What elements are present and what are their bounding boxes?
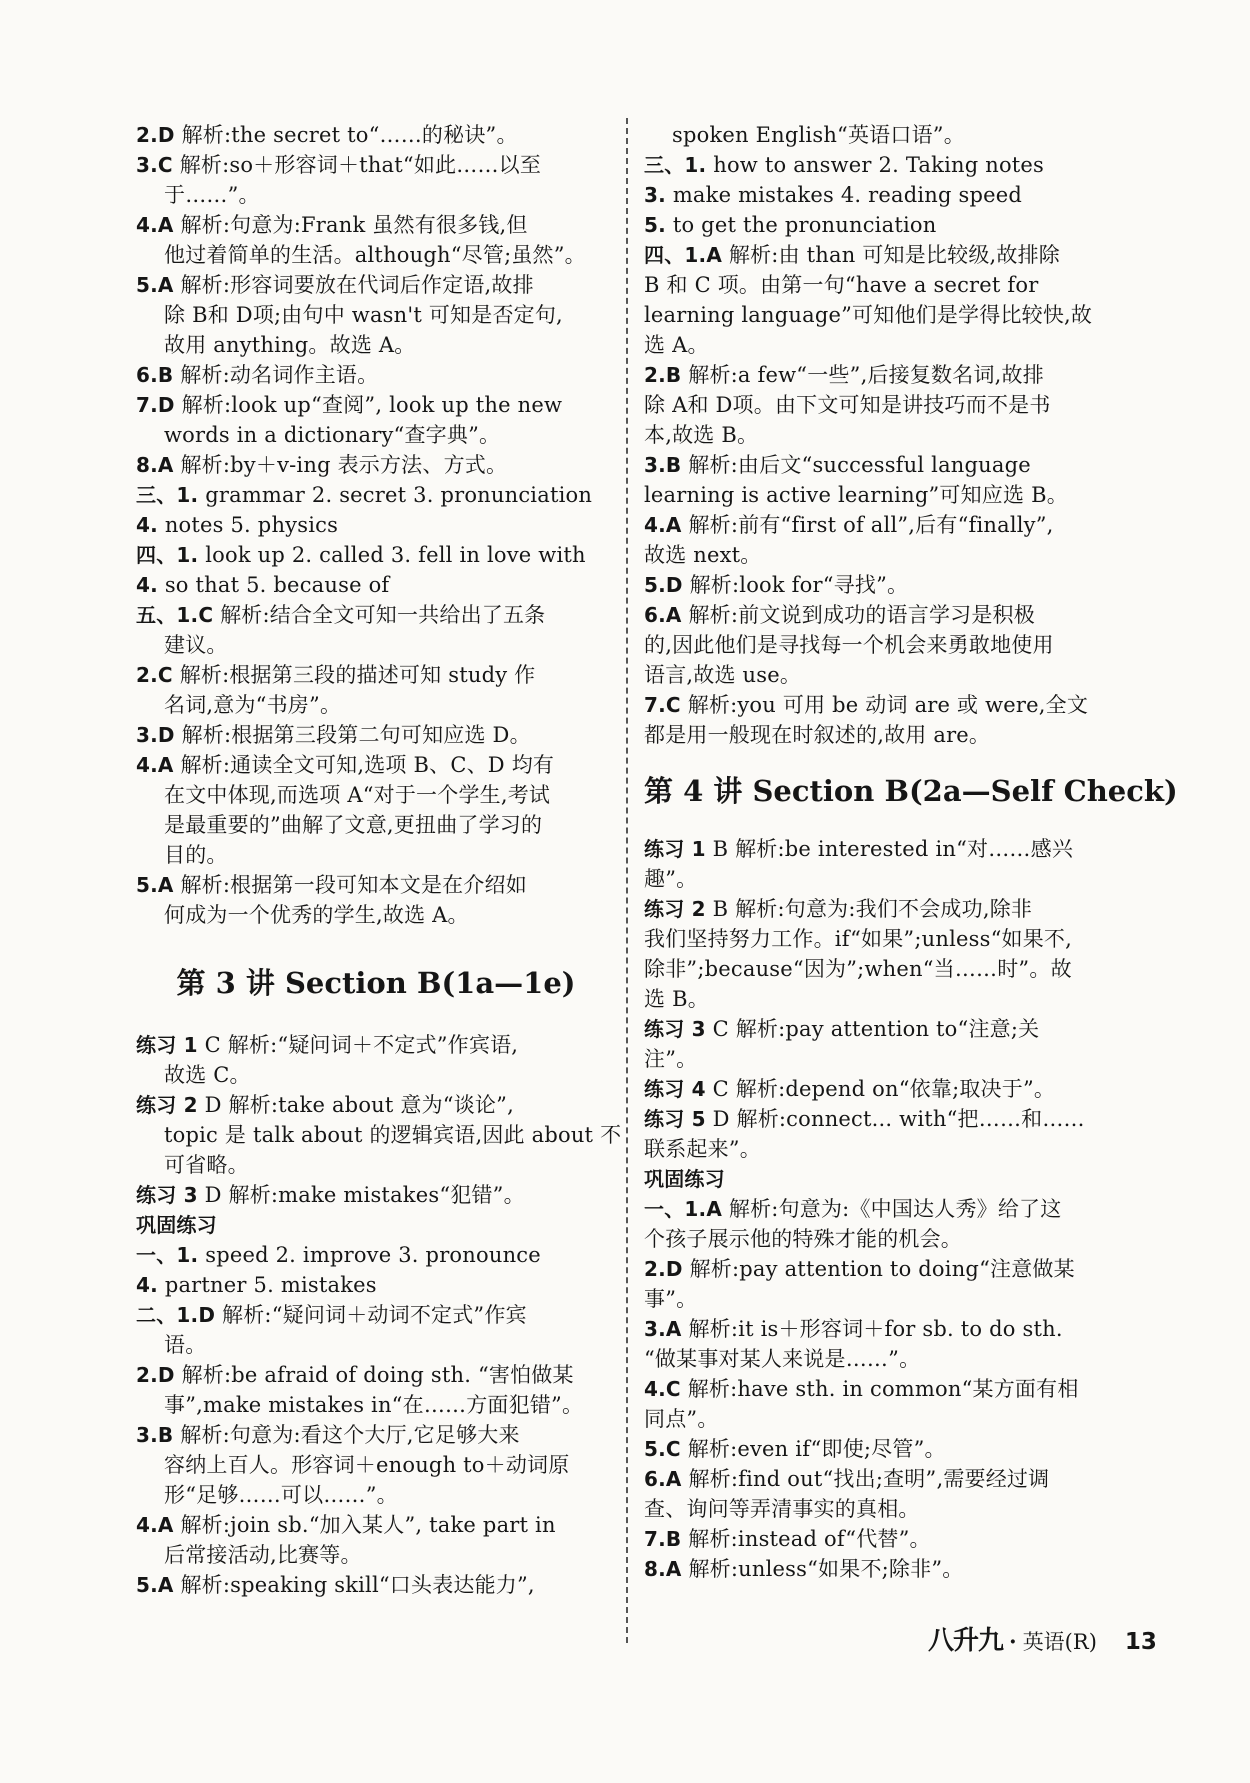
answer-line: [136, 390, 616, 420]
answer-continuation: [136, 330, 616, 360]
answer-text: learning is active learning”可知应选 B。: [644, 483, 1068, 507]
answer-line: [644, 150, 1134, 180]
answer-continuation: [136, 810, 616, 840]
answer-line: [136, 360, 616, 390]
answer-text: 可省略。: [164, 1153, 249, 1177]
answer-text: 解析:it is＋形容词＋for sb. to do sth.: [688, 1317, 1063, 1341]
answer-text: C 解析:“疑问词＋不定式”作宾语,: [204, 1033, 519, 1057]
answer-continuation: [136, 1060, 616, 1090]
answer-text: topic 是 talk about 的逻辑宾语,因此 about 不: [164, 1123, 622, 1147]
answer-text: speed 2. improve 3. pronounce: [205, 1243, 541, 1267]
answer-continuation: [644, 1494, 1134, 1524]
answer-line: [136, 1240, 616, 1270]
answer-key: 8.A: [644, 1557, 682, 1581]
answer-line: [644, 510, 1134, 540]
answer-key: 2.D: [644, 1257, 683, 1281]
answer-text: 建议。: [164, 633, 228, 657]
answer-key: 4.: [136, 1273, 158, 1297]
answer-line: [644, 1464, 1134, 1494]
answer-key: 3.D: [136, 723, 175, 747]
answer-line: [644, 570, 1134, 600]
answer-text: 我们坚持努力工作。if“如果”;unless“如果不,: [644, 927, 1072, 951]
answer-text: notes 5. physics: [164, 513, 339, 537]
answer-key: 巩固练习: [644, 1167, 725, 1191]
answer-line: [644, 240, 1134, 270]
answer-text: 的,因此他们是寻找每一个机会来勇敢地使用: [644, 633, 1054, 657]
answer-line: [644, 834, 1134, 864]
answer-continuation: [136, 420, 616, 450]
answer-text: 容纳上百人。形容词＋enough to＋动词原: [164, 1453, 570, 1477]
answer-line: [644, 1554, 1134, 1584]
answer-text: 同点”。: [644, 1407, 719, 1431]
answer-key: 4.A: [644, 513, 682, 537]
answer-line: [136, 210, 616, 240]
answer-continuation: [644, 1044, 1134, 1074]
answer-continuation: [644, 954, 1134, 984]
answer-text: 解析:根据第三段第二句可知应选 D。: [181, 723, 531, 747]
answer-continuation: [644, 720, 1134, 750]
answer-text: 目的。: [164, 843, 228, 867]
answer-key: 2.D: [136, 123, 175, 147]
subject-label: 英语(R): [1022, 1630, 1097, 1654]
answer-line: [136, 270, 616, 300]
answer-text: 名词,意为“书房”。: [164, 693, 342, 717]
answer-text: make mistakes 4. reading speed: [672, 183, 1023, 207]
answer-key: 7.C: [644, 693, 681, 717]
answer-continuation: [644, 390, 1134, 420]
answer-key: 四、1.A: [644, 243, 722, 267]
answer-key: 5.A: [136, 273, 174, 297]
footer-separator: ·: [1009, 1629, 1017, 1655]
answer-key: 4.: [136, 573, 158, 597]
answer-text: learning language”可知他们是学得比较快,故: [644, 303, 1093, 327]
page-footer: [928, 1620, 1157, 1660]
answer-key: 3.: [644, 183, 666, 207]
answer-line: [136, 570, 616, 600]
answer-key: 4.A: [136, 213, 174, 237]
answer-key: 6.A: [644, 1467, 682, 1491]
answer-text: 解析:have sth. in common“某方面有相: [687, 1377, 1079, 1401]
answer-text: 选 A。: [644, 333, 709, 357]
answer-key: 3.B: [644, 453, 682, 477]
answer-text: 解析:动名词作主语。: [180, 363, 379, 387]
answer-line: [136, 450, 616, 480]
answer-line: [644, 1524, 1134, 1554]
answer-text: 语。: [164, 1333, 207, 1357]
answer-key: 3.A: [644, 1317, 682, 1341]
answer-key: 一、1.A: [644, 1197, 722, 1221]
answer-text: 解析:pay attention to doing“注意做某: [689, 1257, 1075, 1281]
answer-continuation: [644, 1284, 1134, 1314]
answer-line: [644, 450, 1134, 480]
answer-line: [136, 1570, 616, 1600]
answer-key: 2.D: [136, 1363, 175, 1387]
answer-key: 4.A: [136, 1513, 174, 1537]
answer-text: 个孩子展示他的特殊才能的机会。: [644, 1227, 962, 1251]
answer-continuation: [644, 480, 1134, 510]
answer-line: [136, 510, 616, 540]
answer-line: [136, 870, 616, 900]
answer-continuation: [136, 840, 616, 870]
answer-text: 解析:the secret to“……的秘诀”。: [181, 123, 518, 147]
answer-continuation: [136, 180, 616, 210]
answer-key: 练习 4: [644, 1077, 706, 1101]
answer-text: 都是用一般现在时叙述的,故用 are。: [644, 723, 991, 747]
answer-text: 趣”。: [644, 867, 698, 891]
answer-text: look up 2. called 3. fell in love with: [205, 543, 586, 567]
answer-continuation: [644, 984, 1134, 1014]
answer-line: [136, 1090, 616, 1120]
answer-text: 语言,故选 use。: [644, 663, 802, 687]
answer-continuation: [644, 630, 1134, 660]
answer-line: [136, 600, 616, 630]
answer-continuation: [644, 540, 1134, 570]
answer-key: 5.: [644, 213, 666, 237]
answer-line: [136, 1300, 616, 1330]
answer-key: 练习 5: [644, 1107, 706, 1131]
answer-continuation: [136, 1450, 616, 1480]
answer-key: 四、1.: [136, 543, 199, 567]
answer-continuation: [136, 690, 616, 720]
answer-line: [644, 894, 1134, 924]
answer-line: [644, 360, 1134, 390]
answer-text: 解析:join sb.“加入某人”, take part in: [180, 1513, 556, 1537]
answer-key: 4.A: [136, 753, 174, 777]
answer-key: 4.C: [644, 1377, 681, 1401]
answer-key: 练习 3: [136, 1183, 198, 1207]
answer-continuation: [136, 780, 616, 810]
answer-text: partner 5. mistakes: [164, 1273, 377, 1297]
answer-key: 三、1.: [644, 153, 707, 177]
answer-continuation: [644, 660, 1134, 690]
answer-line: [136, 480, 616, 510]
answer-text: 解析:由 than 可知是比较级,故排除: [728, 243, 1060, 267]
answer-text: 解析:句意为:《中国达人秀》给了这: [728, 1197, 1062, 1221]
answer-key: 二、1.D: [136, 1303, 216, 1327]
answer-key: 2.C: [136, 663, 173, 687]
answer-text: 何成为一个优秀的学生,故选 A。: [164, 903, 469, 927]
answer-key: 巩固练习: [136, 1213, 217, 1237]
answer-line: [644, 1104, 1134, 1134]
answer-text: 解析:前有“first of all”,后有“finally”,: [688, 513, 1054, 537]
answer-line: [644, 1434, 1134, 1464]
answer-line: [136, 1210, 616, 1240]
answer-key: 练习 3: [644, 1017, 706, 1041]
answer-line: [136, 540, 616, 570]
answer-text: 故选 C。: [164, 1063, 251, 1087]
answer-continuation: [644, 330, 1134, 360]
column-divider: [626, 118, 628, 1643]
answer-text: D 解析:take about 意为“谈论”,: [204, 1093, 514, 1117]
answer-continuation: [136, 1120, 622, 1150]
answer-key: 5.D: [644, 573, 683, 597]
answer-line: [644, 1164, 1134, 1194]
answer-text: 故选 next。: [644, 543, 762, 567]
answer-text: 除 B和 D项;由句中 wasn't 可知是否定句,: [164, 303, 563, 327]
answer-key: 练习 2: [644, 897, 706, 921]
answer-key: 练习 1: [644, 837, 706, 861]
answer-text: 解析:be afraid of doing sth. “害怕做某: [181, 1363, 574, 1387]
answer-continuation: [644, 924, 1134, 954]
answer-line: [136, 1420, 616, 1450]
answer-line: [136, 660, 616, 690]
page-number: 13: [1124, 1629, 1157, 1655]
answer-continuation: [644, 1344, 1134, 1374]
answer-key: 6.B: [136, 363, 174, 387]
answer-key: 8.A: [136, 453, 174, 477]
answer-text: 解析:so＋形容词＋that“如此……以至: [179, 153, 542, 177]
answer-text: C 解析:depend on“依靠;取决于”。: [712, 1077, 1056, 1101]
answer-key: 练习 1: [136, 1033, 198, 1057]
answer-text: words in a dictionary“查字典”。: [164, 423, 501, 447]
answer-line: [136, 1270, 616, 1300]
answer-key: 5.A: [136, 1573, 174, 1597]
answer-continuation: [644, 300, 1134, 330]
answer-text: to get the pronunciation: [672, 213, 937, 237]
answer-line: [644, 600, 1134, 630]
answer-line: [644, 1074, 1134, 1104]
answer-text: 选 B。: [644, 987, 709, 1011]
answer-text: 在文中体现,而选项 A“对于一个学生,考试: [164, 783, 551, 807]
answer-text: 除 A和 D项。由下文可知是讲技巧而不是书: [644, 393, 1051, 417]
answer-text: 除非”;because“因为”;when“当……时”。故: [644, 957, 1072, 981]
answer-continuation: [136, 1150, 616, 1180]
answer-text: 解析:由后文“successful language: [688, 453, 1031, 477]
answer-text: 解析:“疑问词＋动词不定式”作宾: [222, 1303, 527, 1327]
answer-text: 解析:形容词要放在代词后作定语,故排: [180, 273, 534, 297]
answer-text: 故用 anything。故选 A。: [164, 333, 416, 357]
answer-continuation: [644, 1224, 1134, 1254]
section-heading: 第 4 讲 Section B(2a—Self Check): [644, 774, 1178, 808]
answer-text: 解析:look for“寻找”。: [689, 573, 909, 597]
answer-text: 解析:前文说到成功的语言学习是积极: [688, 603, 1035, 627]
answer-key: 7.B: [644, 1527, 682, 1551]
answer-line: [644, 180, 1134, 210]
answer-line: [644, 1374, 1134, 1404]
answer-text: 解析:句意为:Frank 虽然有很多钱,但: [180, 213, 528, 237]
answer-key: 3.C: [136, 153, 173, 177]
answer-continuation: [644, 270, 1134, 300]
answer-text: 解析:you 可用 be 动词 are 或 were,全文: [687, 693, 1089, 717]
answer-continuation: [644, 120, 1134, 150]
answer-continuation: [644, 420, 1134, 450]
answer-text: 解析:通读全文可知,选项 B、C、D 均有: [180, 753, 555, 777]
answer-continuation: [136, 1390, 616, 1420]
answer-text: spoken English“英语口语”。: [672, 123, 965, 147]
left-column: [136, 120, 622, 1600]
answer-text: “做某事对某人来说是……”。: [644, 1347, 921, 1371]
answer-key: 3.B: [136, 1423, 174, 1447]
answer-line: [644, 1314, 1134, 1344]
answer-continuation: [136, 300, 616, 330]
answer-text: B 解析:be interested in“对……感兴: [712, 837, 1074, 861]
answer-key: 6.A: [644, 603, 682, 627]
answer-key: 五、1.C: [136, 603, 214, 627]
answer-text: B 解析:句意为:我们不会成功,除非: [712, 897, 1033, 921]
answer-text: 解析:结合全文可知一共给出了五条: [220, 603, 546, 627]
answer-text: grammar 2. secret 3. pronunciation: [205, 483, 593, 507]
answer-text: 于……”。: [164, 183, 260, 207]
answer-continuation: [136, 900, 616, 930]
answer-text: 解析:instead of“代替”。: [688, 1527, 931, 1551]
answer-text: how to answer 2. Taking notes: [713, 153, 1045, 177]
answer-line: [644, 210, 1134, 240]
answer-continuation: [644, 864, 1134, 894]
answer-text: 解析:句意为:看这个大厅,它足够大来: [180, 1423, 520, 1447]
answer-line: [644, 1254, 1134, 1284]
answer-line: [136, 1180, 616, 1210]
answer-continuation: [136, 240, 616, 270]
answer-continuation: [136, 1480, 616, 1510]
answer-line: [136, 750, 616, 780]
answer-text: so that 5. because of: [164, 573, 390, 597]
answer-text: 注”。: [644, 1047, 698, 1071]
answer-line: [136, 120, 616, 150]
answer-line: [644, 690, 1134, 720]
answer-continuation: [644, 1404, 1134, 1434]
answer-continuation: [136, 1540, 616, 1570]
right-column: [644, 120, 1178, 1584]
answer-continuation: [136, 1330, 616, 1360]
book-brand: 八升九: [928, 1626, 1004, 1656]
answer-text: 事”。: [644, 1287, 698, 1311]
answer-text: 解析:find out“找出;查明”,需要经过调: [688, 1467, 1050, 1491]
answer-text: 解析:根据第一段可知本文是在介绍如: [180, 873, 527, 897]
answer-text: 解析:unless“如果不;除非”。: [688, 1557, 964, 1581]
answer-line: [644, 1014, 1134, 1044]
answer-line: [644, 1194, 1134, 1224]
answer-text: 解析:by＋v-ing 表示方法、方式。: [180, 453, 508, 477]
answer-line: [136, 1360, 616, 1390]
answer-line: [136, 720, 616, 750]
answer-text: D 解析:connect... with“把……和……: [712, 1107, 1085, 1131]
answer-line: [136, 150, 616, 180]
answer-key: 7.D: [136, 393, 175, 417]
answer-text: 本,故选 B。: [644, 423, 759, 447]
answer-key: 2.B: [644, 363, 682, 387]
answer-text: 解析:根据第三段的描述可知 study 作: [179, 663, 536, 687]
answer-text: 解析:even if“即使;尽管”。: [687, 1437, 946, 1461]
answer-key: 练习 2: [136, 1093, 198, 1117]
section-heading: 第 3 讲 Section B(1a—1e): [176, 966, 576, 1000]
answer-key: 一、1.: [136, 1243, 199, 1267]
answer-text: 事”,make mistakes in“在……方面犯错”。: [164, 1393, 584, 1417]
answer-continuation: [136, 630, 616, 660]
answer-text: 查、询问等弄清事实的真相。: [644, 1497, 920, 1521]
answer-text: 解析:a few“一些”,后接复数名词,故排: [688, 363, 1044, 387]
answer-text: 解析:look up“查阅”, look up the new: [181, 393, 563, 417]
answer-key: 5.C: [644, 1437, 681, 1461]
answer-key: 5.A: [136, 873, 174, 897]
answer-text: 是最重要的”曲解了文意,更扭曲了学习的: [164, 813, 543, 837]
answer-text: C 解析:pay attention to“注意;关: [712, 1017, 1040, 1041]
answer-text: B 和 C 项。由第一句“have a secret for: [644, 273, 1039, 297]
answer-text: 联系起来”。: [644, 1137, 761, 1161]
answer-text: D 解析:make mistakes“犯错”。: [204, 1183, 525, 1207]
answer-text: 解析:speaking skill“口头表达能力”,: [180, 1573, 535, 1597]
answer-key: 三、1.: [136, 483, 199, 507]
answer-line: [136, 1030, 616, 1060]
answer-line: [136, 1510, 616, 1540]
answer-key: 4.: [136, 513, 158, 537]
answer-continuation: [644, 1134, 1134, 1164]
answer-text: 后常接活动,比赛等。: [164, 1543, 362, 1567]
answer-text: 他过着简单的生活。although“尽管;虽然”。: [164, 243, 586, 267]
answer-text: 形“足够……可以……”。: [164, 1483, 398, 1507]
